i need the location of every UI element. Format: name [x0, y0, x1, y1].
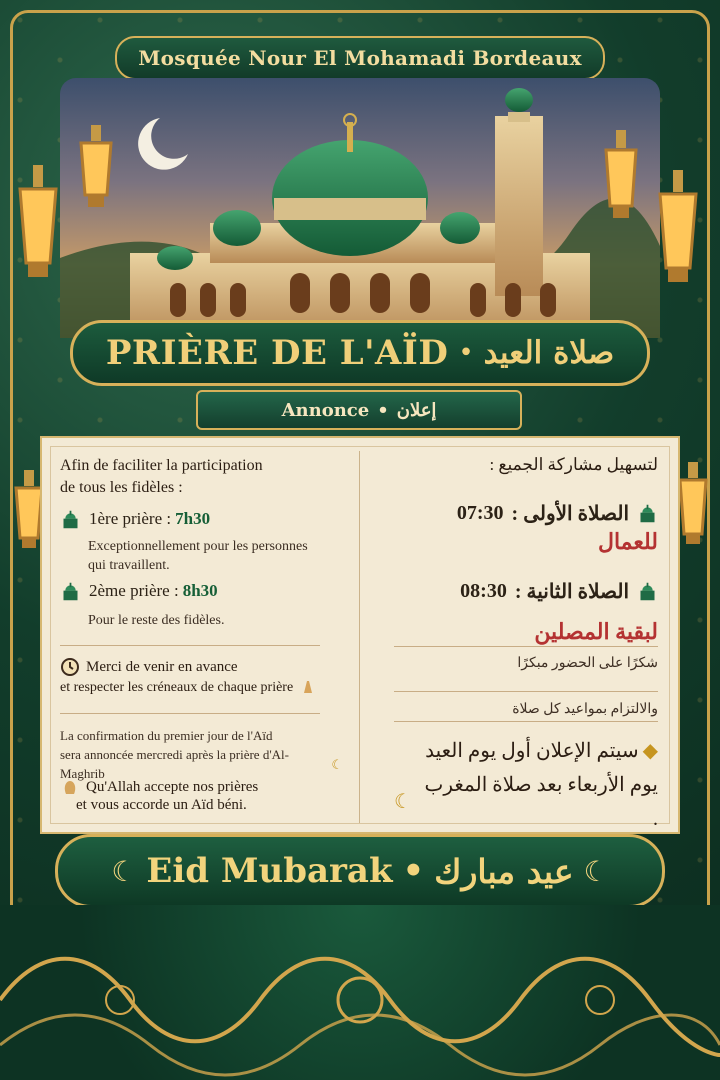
section-divider — [394, 646, 658, 647]
lower-ornament — [0, 905, 720, 1080]
lantern-icon — [598, 130, 644, 232]
title-banner — [70, 320, 650, 386]
arabic-first-prayer-time: 07:30 — [456, 502, 504, 524]
title-arabic: صلاة العيد — [483, 335, 615, 371]
first-prayer-note-line-1: Exceptionnellement pour les personnes — [88, 539, 308, 554]
mosque-icon — [637, 503, 658, 524]
french-intro-line-1: Afin de faciliter la participation — [60, 457, 263, 474]
mosque-icon — [60, 581, 81, 602]
arabic-second-prayer-label: الصلاة الثانية : — [514, 581, 629, 603]
lantern-icon — [650, 170, 706, 294]
mosque-name: Mosquée Nour El Mohamadi Bordeaux — [138, 46, 582, 70]
arabic-thanks-line-1: شكرًا على الحضور مبكرًا — [517, 656, 658, 671]
mosque-illustration-icon — [60, 78, 660, 338]
blessing-message — [60, 777, 343, 814]
confirmation-line-1: La confirmation du premier jour de l'Aïd — [60, 728, 273, 743]
ornament-icon — [0, 905, 720, 1080]
first-prayer-time: 7h30 — [175, 509, 211, 528]
arabic-second-prayer-time: 08:30 — [460, 580, 507, 602]
second-prayer-time: 8h30 — [182, 581, 218, 600]
punctuality-message — [60, 657, 343, 697]
second-prayer-note: Pour le reste des fidèles. — [88, 613, 225, 628]
arabic-column — [394, 451, 658, 830]
arabic-final-message — [394, 734, 658, 836]
blessing-line-1: Qu'Allah accepte nos prières — [86, 778, 259, 795]
arabic-final-line-2: يوم الأربعاء بعد صلاة المغرب . — [424, 774, 658, 830]
title-french: PRIÈRE DE L'AÏD — [105, 333, 449, 373]
column-divider — [359, 451, 360, 823]
blessing-line-2: et vous accorde un Aïd béni. — [76, 797, 247, 813]
mosque-icon — [60, 509, 81, 530]
first-prayer-note — [88, 537, 343, 575]
arabic-second-prayer-row — [394, 579, 658, 604]
mosque-icon — [637, 581, 658, 602]
arabic-intro: لتسهيل مشاركة الجميع : — [489, 455, 658, 474]
crescent-icon: ☾ — [111, 854, 137, 888]
section-divider — [394, 721, 658, 722]
french-intro-line-2: de tous les fidèles : — [60, 479, 183, 496]
crescent-icon: ☾ — [394, 791, 412, 813]
french-intro — [60, 455, 343, 499]
eid-french: Eid Mubarak — [146, 851, 393, 891]
mosque-scene — [60, 78, 660, 338]
arabic-first-prayer-row — [394, 501, 658, 526]
crescent-icon: ☾ — [331, 756, 343, 772]
hands-icon — [60, 777, 80, 797]
arabic-final-line-1: سيتم الإعلان أول يوم العيد — [425, 740, 639, 762]
praying-hands-icon — [299, 679, 317, 697]
eid-separator: • — [402, 851, 425, 891]
first-prayer-row — [60, 509, 343, 530]
french-column — [60, 451, 343, 821]
announcement-arabic: إعلان — [396, 399, 437, 421]
second-prayer-label: 2ème prière : — [89, 581, 179, 600]
second-prayer-row — [60, 581, 343, 602]
lantern-icon — [10, 165, 66, 289]
confirmation-message — [60, 726, 343, 783]
announcement-banner — [196, 390, 522, 430]
announcement-separator: • — [377, 399, 389, 421]
arabic-thanks-line-2: والالتزام بمواعيد كل صلاة — [512, 702, 658, 717]
first-prayer-label: 1ère prière : — [89, 509, 172, 528]
first-prayer-note-line-2: qui travaillent. — [88, 558, 170, 573]
announcement-french: Annonce — [281, 399, 370, 421]
punctuality-line-2: et respecter les créneaux de chaque prière — [60, 680, 294, 695]
arabic-second-prayer-group: لبقية المصلين — [534, 619, 658, 644]
punctuality-line-1: Merci de venir en avance — [86, 658, 238, 675]
lantern-small-icon: ◆ — [642, 740, 658, 762]
eid-arabic: عيد مبارك — [434, 851, 574, 891]
title-separator: • — [458, 338, 474, 368]
arabic-first-prayer-label: الصلاة الأولى : — [511, 503, 629, 525]
lantern-icon — [73, 125, 119, 221]
crescent-icon: ☾ — [583, 854, 609, 888]
arabic-first-prayer-group: للعمال — [597, 529, 658, 554]
eid-banner — [55, 834, 665, 908]
section-divider — [60, 645, 320, 646]
clock-icon — [60, 657, 80, 677]
section-divider — [394, 691, 658, 692]
section-divider — [60, 713, 320, 714]
header-banner — [115, 36, 605, 80]
confirmation-line-2: sera annoncée mercredi après la prière d'Al-Maghrib — [60, 747, 289, 781]
